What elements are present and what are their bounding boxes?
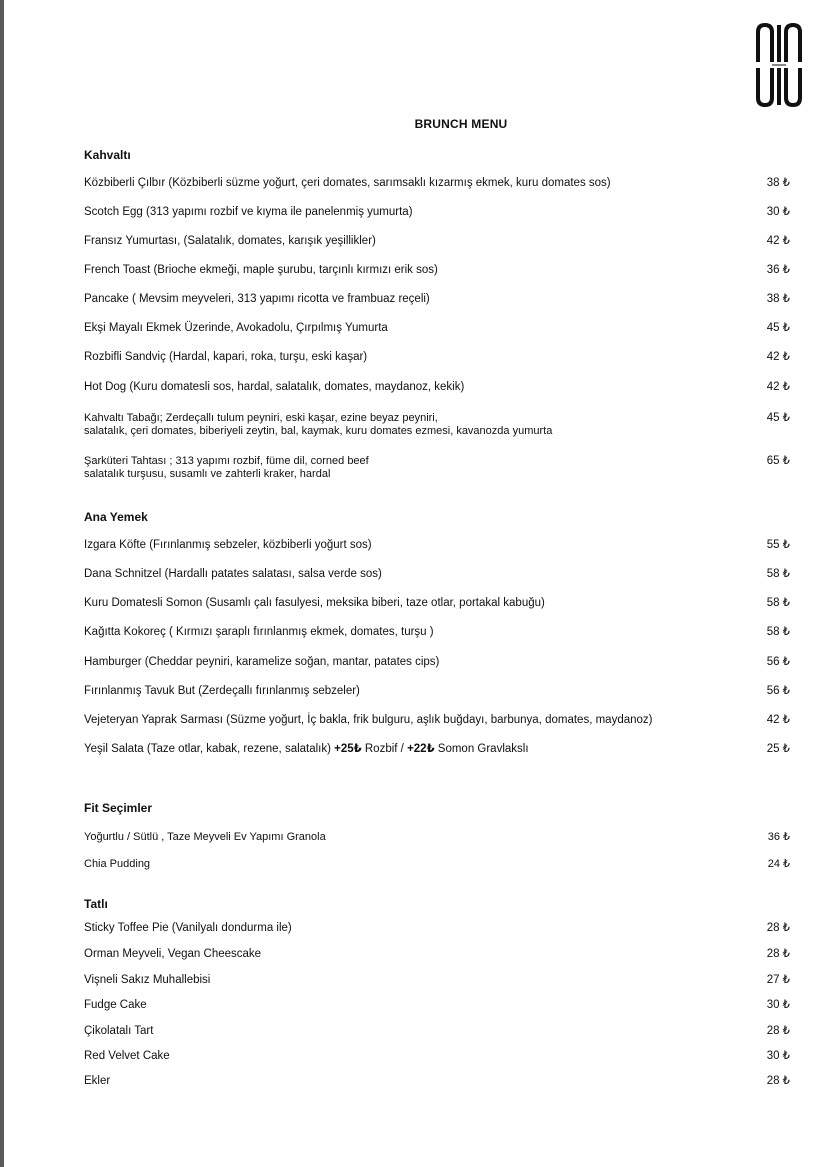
item-name: Orman Meyveli, Vegan Cheescake bbox=[84, 948, 262, 960]
item-price: 45 ₺ bbox=[766, 412, 790, 424]
item-name: Kuru Domatesli Somon (Susamlı çalı fasulyesi, meksika biberi, taze otlar, portakal kabuğu) bbox=[84, 597, 545, 609]
item-price: 55 ₺ bbox=[766, 539, 790, 551]
item-name: Ekşi Mayalı Ekmek Üzerinde, Avokadolu, Çırpılmış Yumurta bbox=[84, 322, 388, 334]
item-price: 56 ₺ bbox=[766, 656, 790, 668]
item-price: 58 ₺ bbox=[766, 568, 790, 580]
item-name: Közbiberli Çılbır (Közbiberli süzme yoğurt, çeri domates, sarımsaklı kızarmış ekmek, kuru domates sos) bbox=[84, 177, 611, 189]
item-price: 28 ₺ bbox=[766, 1075, 790, 1087]
item-price: 28 ₺ bbox=[766, 948, 790, 960]
item-price: 38 ₺ bbox=[766, 293, 790, 305]
item-price: 38 ₺ bbox=[766, 177, 790, 189]
item-price: 45 ₺ bbox=[766, 322, 790, 334]
item-name: Hot Dog (Kuru domatesli sos, hardal, salatalık, domates, maydanoz, kekik) bbox=[84, 381, 465, 393]
section-tatli: Tatlı bbox=[84, 897, 108, 911]
item-name: French Toast (Brioche ekmeği, maple şurubu, tarçınlı kırmızı erik sos) bbox=[84, 264, 438, 276]
item-name: Red Velvet Cake bbox=[84, 1050, 170, 1062]
item-name-line: Şarküteri Tahtası ; 313 yapımı rozbif, füme dil, corned beef bbox=[84, 455, 369, 467]
item-price: 30 ₺ bbox=[766, 999, 790, 1011]
item-name-line: salatalık, çeri domates, biberiyeli zeytin, bal, kaymak, kuru domates ezmesi, kavanozda yumurta bbox=[84, 425, 553, 437]
item-price: 56 ₺ bbox=[766, 685, 790, 697]
item-price: 42 ₺ bbox=[766, 235, 790, 247]
item-price: 58 ₺ bbox=[766, 597, 790, 609]
item-name bbox=[84, 455, 724, 481]
item-name: Pancake ( Mevsim meyveleri, 313 yapımı ricotta ve frambuaz reçeli) bbox=[84, 293, 430, 305]
item-price: 42 ₺ bbox=[766, 714, 790, 726]
item-name: Kağıtta Kokoreç ( Kırmızı şaraplı fırınlanmış ekmek, domates, turşu ) bbox=[84, 626, 434, 638]
item-name bbox=[84, 743, 724, 756]
logo-313 bbox=[754, 22, 804, 108]
item-price: 36 ₺ bbox=[766, 264, 790, 276]
menu-title: BRUNCH MENU bbox=[414, 117, 508, 131]
item-name: Hamburger (Cheddar peyniri, karamelize soğan, mantar, patates cips) bbox=[84, 656, 440, 668]
item-name: Chia Pudding bbox=[84, 858, 151, 870]
item-price: 27 ₺ bbox=[766, 974, 790, 986]
item-name: Scotch Egg (313 yapımı rozbif ve kıyma ile panelenmiş yumurta) bbox=[84, 206, 413, 218]
section-kahvalti: Kahvaltı bbox=[84, 148, 131, 162]
item-price: 24 ₺ bbox=[767, 858, 790, 870]
item-name bbox=[84, 412, 724, 438]
item-name: Ekler bbox=[84, 1075, 111, 1087]
item-name: Fırınlanmış Tavuk But (Zerdeçallı fırınlanmış sebzeler) bbox=[84, 685, 360, 697]
item-price: 28 ₺ bbox=[766, 1025, 790, 1037]
item-name: Izgara Köfte (Fırınlanmış sebzeler, közbiberli yoğurt sos) bbox=[84, 539, 372, 551]
item-price: 65 ₺ bbox=[766, 455, 790, 467]
item-price: 36 ₺ bbox=[767, 831, 790, 843]
item-price: 30 ₺ bbox=[766, 206, 790, 218]
item-name: Dana Schnitzel (Hardallı patates salatası, salsa verde sos) bbox=[84, 568, 382, 580]
item-name: Rozbifli Sandviç (Hardal, kapari, roka, turşu, eski kaşar) bbox=[84, 351, 368, 363]
section-ana-yemek: Ana Yemek bbox=[84, 510, 148, 524]
item-name: Fudge Cake bbox=[84, 999, 147, 1011]
section-fit-secimler: Fit Seçimler bbox=[84, 801, 153, 815]
item-price: 42 ₺ bbox=[766, 381, 790, 393]
item-name-line: salatalık turşusu, susamlı ve zahterli kraker, hardal bbox=[84, 468, 331, 480]
item-name: Fransız Yumurtası, (Salatalık, domates, karışık yeşillikler) bbox=[84, 235, 376, 247]
item-name-part: Rozbif / bbox=[361, 743, 408, 755]
item-price: 30 ₺ bbox=[766, 1050, 790, 1062]
item-price: 28 ₺ bbox=[766, 922, 790, 934]
item-name-part: Somon Gravlakslı bbox=[434, 743, 529, 755]
item-extra-price: +25₺ bbox=[334, 743, 362, 755]
item-name: Yoğurtlu / Sütlü , Taze Meyveli Ev Yapımı Granola bbox=[84, 831, 326, 843]
item-name: Vejeteryan Yaprak Sarması (Süzme yoğurt, İç bakla, frik bulguru, aşlık buğdayı, barbunya, domates, maydanoz) bbox=[84, 714, 653, 726]
item-price: 58 ₺ bbox=[766, 626, 790, 638]
item-extra-price: +22₺ bbox=[407, 743, 435, 755]
item-name: Çikolatalı Tart bbox=[84, 1025, 154, 1037]
item-name-part: Yeşil Salata (Taze otlar, kabak, rezene, salatalık) bbox=[84, 743, 335, 755]
item-name-line: Kahvaltı Tabağı; Zerdeçallı tulum peyniri, eski kaşar, ezine beyaz peyniri, bbox=[84, 412, 438, 424]
item-name: Sticky Toffee Pie (Vanilyalı dondurma ile) bbox=[84, 922, 292, 934]
menu-page bbox=[4, 0, 828, 1167]
item-name: Vişneli Sakız Muhallebisi bbox=[84, 974, 211, 986]
item-price: 25 ₺ bbox=[766, 743, 790, 755]
item-price: 42 ₺ bbox=[766, 351, 790, 363]
